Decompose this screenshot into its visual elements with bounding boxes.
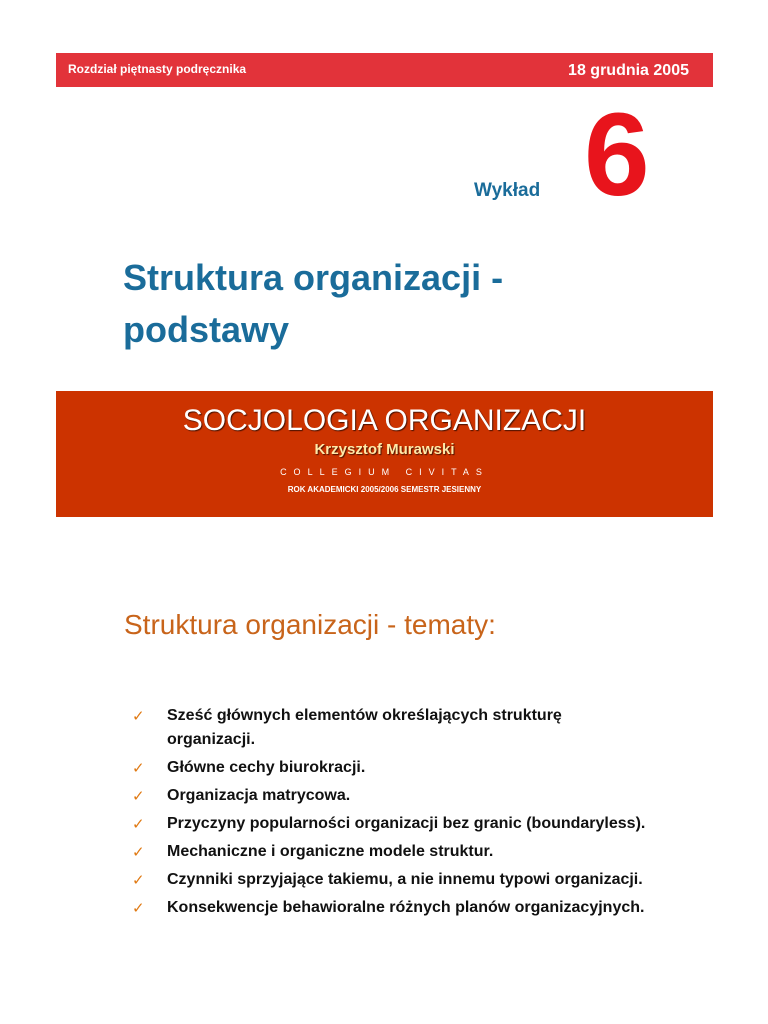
- list-item-text: Główne cechy biurokracji.: [167, 759, 366, 776]
- topics-list: [132, 704, 652, 924]
- section-heading: Struktura organizacji - tematy:: [124, 609, 496, 640]
- checkmark-icon: ✓: [132, 787, 145, 805]
- checkmark-icon: ✓: [132, 759, 145, 777]
- page-title-line-1: Struktura organizacji -: [123, 257, 504, 298]
- course-title: SOCJOLOGIA ORGANIZACJI: [182, 404, 587, 437]
- list-item-text: Organizacja matrycowa.: [167, 787, 351, 804]
- page-title-line-2: podstawy: [123, 309, 290, 350]
- list-item: [132, 704, 652, 752]
- list-item: [132, 812, 652, 836]
- checkmark-icon: ✓: [132, 815, 145, 833]
- list-item: [132, 756, 652, 780]
- list-item-text: Sześć głównych elementów określających strukturę organizacji.: [167, 707, 562, 748]
- checkmark-icon: ✓: [132, 899, 145, 917]
- list-item: [132, 784, 652, 808]
- list-item: [132, 840, 652, 864]
- lecture-number: 6: [584, 89, 650, 221]
- college-name: COLLEGIUM CIVITAS: [280, 467, 489, 477]
- list-item-text: Przyczyny popularności organizacji bez granic (boundaryless).: [167, 815, 646, 832]
- list-item-text: Konsekwencje behawioralne różnych planów organizacyjnych.: [167, 899, 645, 916]
- course-author: Krzysztof Murawski: [314, 441, 455, 458]
- list-item: [132, 896, 652, 920]
- header-bar: [56, 53, 713, 87]
- list-item-text: Mechaniczne i organiczne modele struktur.: [167, 843, 494, 860]
- date-label: 18 grudnia 2005: [568, 62, 689, 79]
- page-title: [123, 252, 643, 356]
- list-item: [132, 868, 652, 892]
- checkmark-icon: ✓: [132, 707, 145, 725]
- course-banner: [56, 391, 713, 517]
- checkmark-icon: ✓: [132, 871, 145, 889]
- academic-year: ROK AKADEMICKI 2005/2006 SEMESTR JESIENNY: [287, 485, 482, 494]
- checkmark-icon: ✓: [132, 843, 145, 861]
- chapter-label: Rozdział piętnasty podręcznika: [68, 62, 247, 76]
- list-item-text: Czynniki sprzyjające takiemu, a nie innemu typowi organizacji.: [167, 871, 643, 888]
- lecture-label: Wykład: [474, 180, 541, 201]
